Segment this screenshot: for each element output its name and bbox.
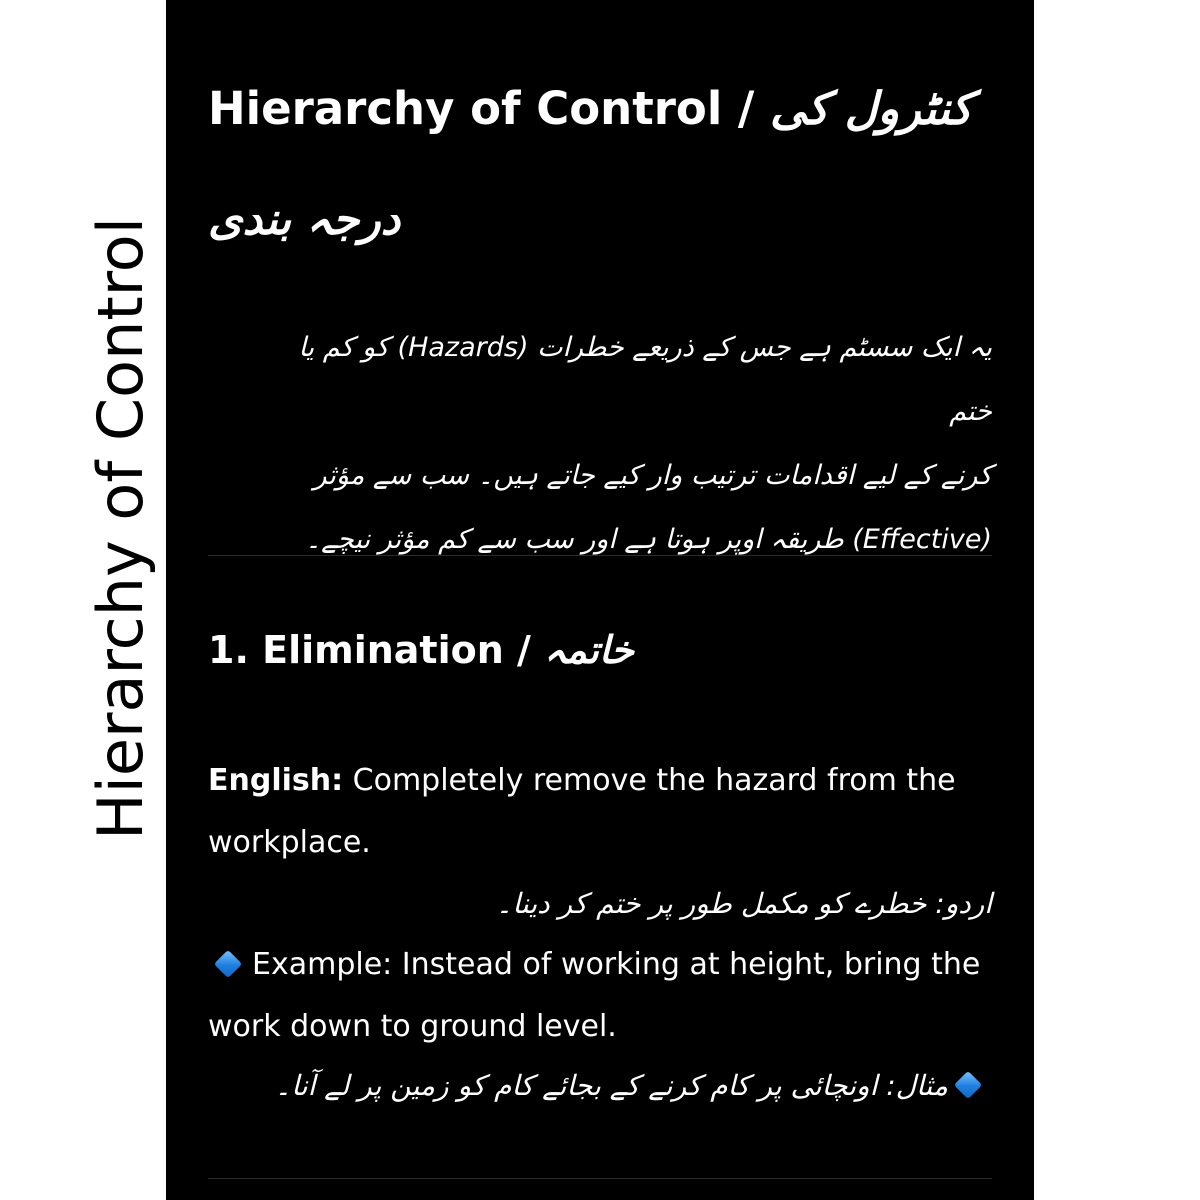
example-urdu: [208, 1056, 992, 1116]
page-title-urdu-part1: کنٹرول کی: [770, 82, 973, 135]
blue-diamond-icon: [954, 1071, 982, 1099]
example-english: [208, 934, 992, 1058]
page-title-urdu-part2: درجہ بندی: [208, 194, 401, 245]
divider: [208, 555, 992, 556]
intro-line-3: (Effective) طریقہ اوپر ہوتا ہے اور سب سے کم مؤثر نیچے۔: [305, 524, 992, 555]
intro-line-1: یہ ایک سسٹم ہے جس کے ذریعے خطرات (Hazards) کو کم یا ختم: [298, 332, 992, 427]
example-english-text: Example: Instead of working at height, bring the work down to ground level.: [208, 947, 981, 1044]
blue-diamond-icon: [214, 949, 242, 977]
side-title: Hierarchy of Control: [84, 217, 157, 840]
intro-paragraph: [266, 316, 992, 572]
page-title-english: Hierarchy of Control /: [208, 82, 755, 135]
divider: [208, 1178, 992, 1179]
section-title-urdu: خاتمہ: [544, 628, 635, 672]
example-urdu-text: مثال: اونچائی پر کام کرنے کے بجائے کام کو زمین پر لے آنا۔: [274, 1069, 948, 1102]
page-title: [208, 76, 992, 142]
document-panel: [166, 0, 1034, 1200]
english-text: Completely remove the hazard from the workplace.: [208, 763, 956, 860]
intro-line-2: کرنے کے لیے اقدامات ترتیب وار کیے جاتے ہیں۔ سب سے مؤثر: [313, 460, 992, 491]
section-title-english: 1. Elimination /: [208, 628, 531, 672]
urdu-definition: اردو: خطرے کو مکمل طور پر ختم کر دینا۔: [495, 887, 992, 920]
english-label: English:: [208, 763, 344, 798]
section-title: [208, 620, 634, 680]
english-definition: [208, 750, 992, 874]
